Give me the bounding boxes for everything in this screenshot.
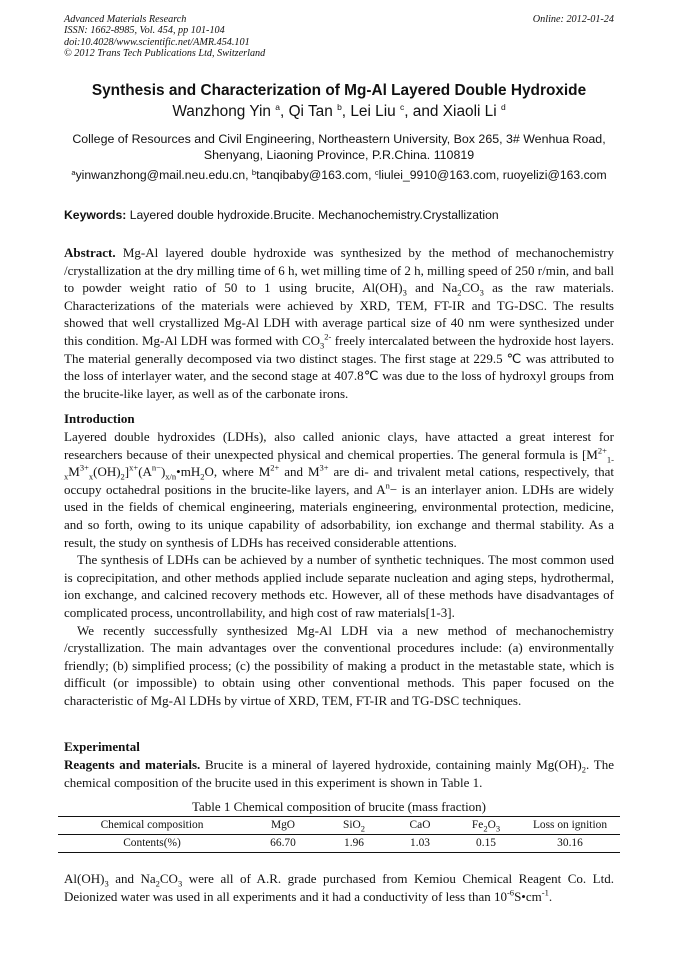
- table-cell: 1.96: [344, 837, 364, 849]
- keywords-text: Layered double hydroxide.Brucite. Mechanochemistry.Crystallization: [129, 208, 499, 222]
- email-mark: a: [71, 168, 76, 177]
- superscript: n−: [151, 462, 161, 473]
- paragraph-text: Layered double hydroxides (LDHs), also called anionic clays, have attacted a great interest for researchers because of their unexpected physical and chemical properties. The general formula is [M: [64, 429, 614, 462]
- subscript: 3: [177, 878, 183, 889]
- subscript: 2: [200, 471, 205, 482]
- author-name: Xiaoli Li: [442, 103, 497, 120]
- abstract-label: Abstract.: [64, 245, 116, 260]
- table-row: [58, 835, 620, 853]
- paragraph-text: •mH: [176, 464, 201, 480]
- keywords: [64, 208, 614, 222]
- abstract-text: CO: [461, 280, 480, 296]
- subsection-label: Reagents and materials.: [64, 757, 201, 772]
- table-cell: Contents(%): [123, 837, 181, 849]
- column-header: SiO$_2$: [343, 819, 365, 834]
- paragraph-text: and M: [279, 464, 320, 480]
- paragraph-text: (A: [138, 464, 152, 480]
- keywords-label: Keywords:: [64, 208, 127, 222]
- superscript: 2+: [597, 445, 607, 456]
- paragraph-text: is an interlayer anion. LDHs are widely used in the fields of chemical engineering, materials engineering, environmental protection, medicine, and so forth, owing to its unique capability of adsorbability, ion exchange and thermal stability. As a result, the study on synthesis of LDHs has received considerable attentions.: [64, 481, 614, 550]
- abstract: [64, 244, 614, 402]
- paragraph-text: ): [160, 464, 166, 480]
- subscript: 1-x: [64, 454, 614, 482]
- author-mark: c: [400, 101, 405, 112]
- column-header: CaO: [409, 819, 431, 831]
- email-link[interactable]: tanqibaby@163.com: [256, 168, 369, 182]
- journal-name: Advanced Materials Research: [64, 14, 187, 25]
- section-heading-experimental: Experimental: [64, 739, 140, 754]
- author-name: Wanzhong Yin: [172, 103, 271, 120]
- composition-table: [58, 816, 620, 853]
- superscript: x+: [129, 462, 139, 473]
- column-header: Loss on ignition: [532, 819, 608, 831]
- doi-line: doi:10.4028/www.scientific.net/AMR.454.101: [64, 36, 250, 48]
- superscript: 2+: [270, 462, 280, 473]
- email-link[interactable]: yinwanzhong@mail.neu.edu.cn: [75, 168, 246, 182]
- paragraph-text: ]: [124, 464, 130, 480]
- subscript: 3: [104, 878, 109, 889]
- superscript: 2-: [324, 331, 332, 342]
- author-mark: a: [275, 101, 281, 112]
- paragraph-text: Brucite is a mineral of layered hydroxide, containing mainly Mg(OH): [205, 757, 582, 772]
- table-cell: 30.16: [557, 837, 583, 849]
- section-heading-introduction: Introduction: [64, 411, 135, 426]
- subscript: 3: [320, 340, 325, 351]
- column-header: Chemical composition: [100, 819, 204, 831]
- table-header-row: [58, 817, 620, 835]
- author-mark: b: [337, 101, 342, 112]
- paragraph-text: and Na: [108, 871, 156, 886]
- email-list: $^a$yinwanzhong@mail.neu.edu.cn, $^b$tanqibaby@163.com, $^c$liulei_9910@163.com, ruoyelizi@163.com: [71, 168, 607, 182]
- table-caption: Table 1 Chemical composition of brucite (mass fraction): [191, 799, 487, 814]
- paragraph-text: O, where M: [204, 464, 271, 480]
- abstract-text: Mg-Al layered double hydroxide was synthesized by the method of mechanochemistry /crystallization at the dry milling time of 6 h, wet milling time of 2 h, milling speed of 250 r/min, and ball to powder weight ratio of 50 to 1 using brucite, Al(OH): [64, 245, 614, 296]
- abstract-text: and Na: [406, 280, 458, 296]
- post-table-paragraph: [64, 870, 614, 905]
- affiliation: College of Resources and Civil Engineering, Northeastern University, Box 265, 3# Wenhua Road, Shenyang, Liaoning Province, P.R.China. 110819: [72, 132, 606, 162]
- paragraph-text: CO: [159, 871, 178, 886]
- paragraph-text: S•cm: [514, 888, 542, 904]
- experimental-section: [64, 756, 614, 791]
- superscript: -1: [541, 887, 549, 898]
- paragraph-text: are di- and trivalent metal cations, respectively, that occupy octahedral positions in the brucite-like layers, and A: [64, 464, 614, 497]
- issn-line: ISSN: 1662-8985, Vol. 454, pp 101-104: [64, 25, 225, 37]
- copyright-line: © 2012 Trans Tech Publications Ltd, Switzerland: [64, 48, 266, 60]
- author-mark: d: [500, 101, 506, 112]
- subscript: 2: [155, 878, 160, 889]
- online-date: Online: 2012-01-24: [532, 14, 614, 25]
- email-mark: c: [374, 168, 379, 177]
- author-name: Qi Tan: [288, 103, 333, 120]
- paragraph-text: .: [548, 888, 553, 904]
- paper-title: Synthesis and Characterization of Mg-Al Layered Double Hydroxide: [91, 82, 587, 99]
- introduction-section: Layered double hydroxides (LDHs), also called anionic clays, have attacted a great interest for researchers because of their unexpected physical and chemical properties. The general formula is $[M^{2+}_{1-x}M^{3+}_x(OH)_2]^{x+}(A^{n-})_{x/n}•mH_2O$, where $M^{2+}$ and $M^{3+}$ are di- and trivalent metal cations, respectively, that occupy octahedral positions in the brucite-like layers, and $A^n-$ is an interlayer anion. LDHs are widely used in the fields of chemical engineering, materials engineering, environmental protection, medicine, and so forth, owing to its unique capability of adsorbability, ion exchange and thermal stability. As a result, the study on synthesis of LDHs has received considerable attentions. The synthesis of LDHs can be achieved by a number of synthetic techniques. The most common used is coprecipitation, and other methods applied include separate nucleation and aging steps, hydrothermal, ion exchange, and calcined recovery methods etc. However, all of these methods have disadvantages of complicated process, uncontrollability, and high cost of raw materials[1-3]. We recently successfully synthesized Mg-Al LDH via a new method of mechanochemistry /crystallization. The main advantages over the conventional procedures include: (a) environmentally friendly; (b) simplified process; (c) the possibility of making a product in the metastable state, which is difficult (or impossible) to obtain using other conventional methods. This paper focused on the characteristic of Mg-Al LDHs by virtue of XRD, TEM, FT-IR and TG-DSC techniques.: [64, 429, 614, 708]
- superscript: n: [385, 480, 390, 491]
- table-cell: 0.15: [476, 837, 496, 849]
- superscript: -6: [506, 887, 515, 898]
- paragraph-text: (OH): [93, 464, 121, 480]
- paragraph-text: Al(OH): [64, 871, 105, 886]
- subscript: 2: [581, 764, 586, 775]
- paragraph-text: were all of A.R. grade purchased from Kemiou Chemical Reagent Co. Ltd. Deionized water was used in all experiments and it had a conductivity of less than 10: [64, 871, 614, 904]
- email-mark: b: [251, 168, 257, 177]
- paragraph-text: . The chemical composition of the brucite used in this experiment is shown in Table 1.: [64, 757, 614, 790]
- paragraph: The synthesis of LDHs can be achieved by a number of synthetic techniques. The most common used is coprecipitation, and other methods applied include separate nucleation and aging steps, hydrothermal, ion exchange, and calcined recovery methods etc. However, all of these methods have disadvantages of complicated process, uncontrollability, and high cost of raw materials[1-3].: [64, 552, 614, 620]
- email-link[interactable]: liulei_9910@163.com: [378, 168, 496, 182]
- superscript: 3+: [79, 462, 89, 473]
- subscript: 3: [402, 287, 407, 298]
- author-name: Lei Liu: [350, 103, 396, 120]
- table-cell: 1.03: [410, 837, 430, 849]
- journal-header: [64, 14, 614, 60]
- email-link[interactable]: ruoyelizi@163.com: [502, 168, 607, 182]
- column-header: $Fe_2O_3$: [471, 819, 501, 834]
- subscript: 2: [120, 471, 125, 482]
- paragraph: We recently successfully synthesized Mg-Al LDH via a new method of mechanochemistry /crystallization. The main advantages over the conventional procedures include: (a) environmentally friendly; (b) simplified process; (c) the possibility of making a product in the metastable state, which is difficult (or impossible) to obtain using other conventional methods. This paper focused on the characteristic of Mg-Al LDHs by virtue of XRD, TEM, FT-IR and TG-DSC techniques.: [64, 622, 614, 708]
- superscript: 3+: [319, 462, 329, 473]
- subscript: 3: [479, 287, 484, 298]
- author-list: Wanzhong Yin $^a$, Qi Tan $^b$, Lei Liu $^c$, and Xiaoli Li $^d$: [172, 101, 506, 120]
- abstract-text: freely intercalated between the hydroxide host layers. The material generally decomposed via two distinct stages. The first stage at 229.5 ℃ was attributed to the loss of interlayer water, and the second stage at 407.8℃ was due to the loss of hydroxyl groups from the brucite-like layer, as well as of the carbonate irons.: [64, 332, 614, 401]
- subscript: x/n: [165, 471, 177, 482]
- abstract-text: as the raw materials. Characterizations of the materials were achieved by XRD, TEM, FT-IR and TG-DSC. The results showed that well crystallized Mg-Al LDH with average partical size of 40 nm were synthesized under this condition. Mg-Al LDH was formed with CO: [64, 280, 614, 348]
- table-cell: 66.70: [270, 837, 296, 849]
- subscript: x: [88, 471, 94, 482]
- subscript: 2: [457, 287, 462, 298]
- column-header: MgO: [270, 819, 296, 831]
